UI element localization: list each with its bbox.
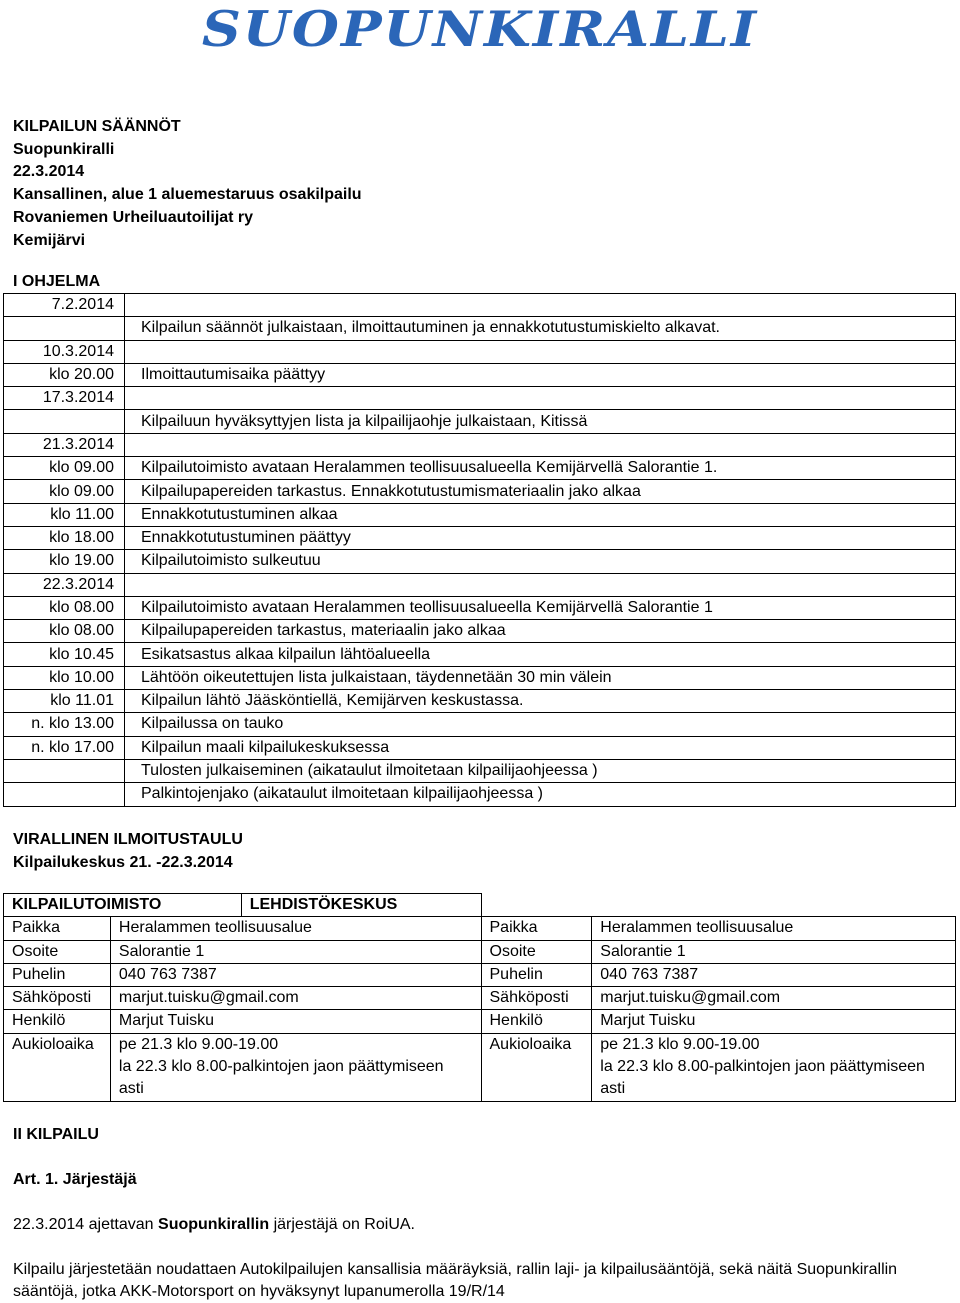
- rules-paragraph: [13, 1259, 897, 1303]
- program-time: n. klo 13.00: [4, 713, 125, 736]
- program-time: 10.3.2014: [4, 340, 125, 363]
- program-row: [4, 433, 956, 456]
- press-label: Henkilö: [481, 1010, 592, 1033]
- office-row: [4, 1010, 956, 1033]
- hours-label: Aukioloaika: [4, 1033, 111, 1101]
- program-time: klo 11.01: [4, 690, 125, 713]
- office-label: Puhelin: [4, 963, 111, 986]
- program-time: klo 18.00: [4, 526, 125, 549]
- program-row: [4, 410, 956, 433]
- program-row: [4, 643, 956, 666]
- program-time: klo 09.00: [4, 480, 125, 503]
- program-row: [4, 317, 956, 340]
- header-line: Kansallinen, alue 1 aluemestaruus osakilpailu: [13, 186, 362, 204]
- press-value: Salorantie 1: [592, 940, 956, 963]
- official-board: [13, 829, 243, 874]
- program-row: [4, 363, 956, 386]
- program-row: [4, 550, 956, 573]
- program-time: 22.3.2014: [4, 573, 125, 596]
- program-row: [4, 294, 956, 317]
- program-row: [4, 387, 956, 410]
- press-label: Puhelin: [481, 963, 592, 986]
- program-row: [4, 666, 956, 689]
- press-value: 040 763 7387: [592, 963, 956, 986]
- office-row: [4, 987, 956, 1010]
- press-label: Osoite: [481, 940, 592, 963]
- hours-value: [110, 1033, 481, 1101]
- office-label: Sähköposti: [4, 987, 111, 1010]
- hours-line: la 22.3 klo 8.00-palkintojen jaon päättymiseen: [118, 1058, 444, 1076]
- hours-line: pe 21.3 klo 9.00-19.00: [600, 1035, 760, 1053]
- press-value: Heralammen teollisuusalue: [592, 917, 956, 940]
- program-description: Kilpailuun hyväksyttyjen lista ja kilpailijaohje julkaistaan, Kitissä: [125, 410, 956, 433]
- program-description: Kilpailupapereiden tarkastus. Ennakkotutustumismateriaalin jako alkaa: [125, 480, 956, 503]
- program-description: Kilpailupapereiden tarkastus, materiaalin jako alkaa: [125, 620, 956, 643]
- program-row: [4, 457, 956, 480]
- program-time: klo 19.00: [4, 550, 125, 573]
- program-description: Kilpailutoimisto avataan Heralammen teollisuusalueella Kemijärvellä Salorantie 1: [125, 596, 956, 619]
- office-row: [4, 940, 956, 963]
- program-description: Kilpailun säännöt julkaistaan, ilmoittautuminen ja ennakkotutustumiskielto alkavat.: [125, 317, 956, 340]
- organizer-paragraph: 22.3.2014 ajettavan Suopunkirallin järjestäjä on RoiUA.: [13, 1216, 415, 1233]
- hours-label: Aukioloaika: [481, 1033, 592, 1101]
- program-description: [125, 340, 956, 363]
- program-time: klo 08.00: [4, 620, 125, 643]
- program-row: [4, 690, 956, 713]
- program-row: [4, 620, 956, 643]
- program-row: [4, 340, 956, 363]
- article-title: Art. 1. Järjestäjä: [13, 1171, 137, 1188]
- program-description: [125, 433, 956, 456]
- program-description: Kilpailun lähtö Jääsköntiellä, Kemijärven keskustassa.: [125, 690, 956, 713]
- program-description: Ennakkotutustuminen päättyy: [125, 526, 956, 549]
- header-line: Kemijärvi: [13, 231, 86, 249]
- hours-line: asti: [118, 1080, 144, 1098]
- press-value: Marjut Tuisku: [592, 1010, 956, 1033]
- program-time: klo 10.00: [4, 666, 125, 689]
- program-description: Palkintojenjako (aikataulut ilmoitetaan kilpailijaohjeessa ): [125, 783, 956, 806]
- program-description: [125, 294, 956, 317]
- program-description: Esikatsastus alkaa kilpailun lähtöalueella: [125, 643, 956, 666]
- press-label: Sähköposti: [481, 987, 592, 1010]
- office-value: 040 763 7387: [110, 963, 481, 986]
- office-value: Heralammen teollisuusalue: [110, 917, 481, 940]
- program-row: [4, 503, 956, 526]
- program-description: Kilpailun maali kilpailukeskuksessa: [125, 736, 956, 759]
- program-time: [4, 759, 125, 782]
- header-line: KILPAILUN SÄÄNNÖT: [13, 118, 181, 135]
- program-description: Tulosten julkaiseminen (aikataulut ilmoitetaan kilpailijaohjeessa ): [125, 759, 956, 782]
- office-value: Marjut Tuisku: [110, 1010, 481, 1033]
- program-description: Ennakkotutustuminen alkaa: [125, 503, 956, 526]
- program-time: n. klo 17.00: [4, 736, 125, 759]
- office-label: Henkilö: [4, 1010, 111, 1033]
- program-row: [4, 759, 956, 782]
- program-time: klo 09.00: [4, 457, 125, 480]
- press-heading: LEHDISTÖKESKUS: [241, 894, 481, 917]
- paragraph-line: sääntöjä, jotka AKK-Motorsport on hyväksynyt lupanumerolla 19/R/14: [13, 1283, 505, 1300]
- program-time: 7.2.2014: [4, 294, 125, 317]
- program-row: [4, 573, 956, 596]
- logo-text: SUOPUNKIRALLI: [201, 0, 759, 58]
- program-description: Ilmoittautumisaika päättyy: [125, 363, 956, 386]
- rally-name: Suopunkirallin: [158, 1216, 270, 1233]
- program-description: Kilpailutoimisto avataan Heralammen teollisuusalueella Kemijärvellä Salorantie 1.: [125, 457, 956, 480]
- program-row: [4, 526, 956, 549]
- program-row: [4, 480, 956, 503]
- paragraph-line: Kilpailu järjestetään noudattaen Autokilpailujen kansallisia määräyksiä, rallin laji- ja kilpailusääntöjä, sekä näitä Suopunkirallin: [13, 1261, 898, 1278]
- press-value: marjut.tuisku@gmail.com: [592, 987, 956, 1010]
- program-description: Kilpailutoimisto sulkeutuu: [125, 550, 956, 573]
- hours-line: pe 21.3 klo 9.00-19.00: [118, 1035, 279, 1053]
- program-time: 17.3.2014: [4, 387, 125, 410]
- office-label: Osoite: [4, 940, 111, 963]
- program-description: [125, 573, 956, 596]
- hours-line: asti: [600, 1080, 626, 1098]
- program-time: klo 20.00: [4, 363, 125, 386]
- office-value: Salorantie 1: [110, 940, 481, 963]
- program-row: [4, 736, 956, 759]
- board-location: Kilpailukeskus 21. -22.3.2014: [13, 853, 233, 871]
- office-row: [4, 963, 956, 986]
- header-line: Suopunkiralli: [13, 140, 115, 158]
- program-time: [4, 410, 125, 433]
- office-label: Paikka: [4, 917, 111, 940]
- office-row: [4, 917, 956, 940]
- program-description: Kilpailussa on tauko: [125, 713, 956, 736]
- office-value: marjut.tuisku@gmail.com: [110, 987, 481, 1010]
- board-title: VIRALLINEN ILMOITUSTAULU: [13, 831, 243, 848]
- program-time: [4, 783, 125, 806]
- program-time: klo 10.45: [4, 643, 125, 666]
- office-table: [3, 893, 956, 1102]
- program-time: [4, 317, 125, 340]
- section-title-competition: II KILPAILU: [13, 1126, 99, 1143]
- program-row: [4, 783, 956, 806]
- logo: [0, 0, 960, 62]
- header-line: 22.3.2014: [13, 163, 85, 181]
- program-table: [3, 293, 956, 807]
- program-row: [4, 713, 956, 736]
- document-header: [13, 116, 362, 252]
- program-description: [125, 387, 956, 410]
- header-line: Rovaniemen Urheiluautoilijat ry: [13, 208, 254, 226]
- office-heading: KILPAILUTOIMISTO: [4, 894, 242, 917]
- hours-line: la 22.3 klo 8.00-palkintojen jaon päättymiseen: [600, 1058, 925, 1076]
- press-label: Paikka: [481, 917, 592, 940]
- program-time: klo 11.00: [4, 503, 125, 526]
- section-title-program: I OHJELMA: [13, 273, 101, 290]
- hours-value: [592, 1033, 956, 1101]
- program-description: Lähtöön oikeutettujen lista julkaistaan, täydennetään 30 min välein: [125, 666, 956, 689]
- program-time: 21.3.2014: [4, 433, 125, 456]
- program-time: klo 08.00: [4, 596, 125, 619]
- program-row: [4, 596, 956, 619]
